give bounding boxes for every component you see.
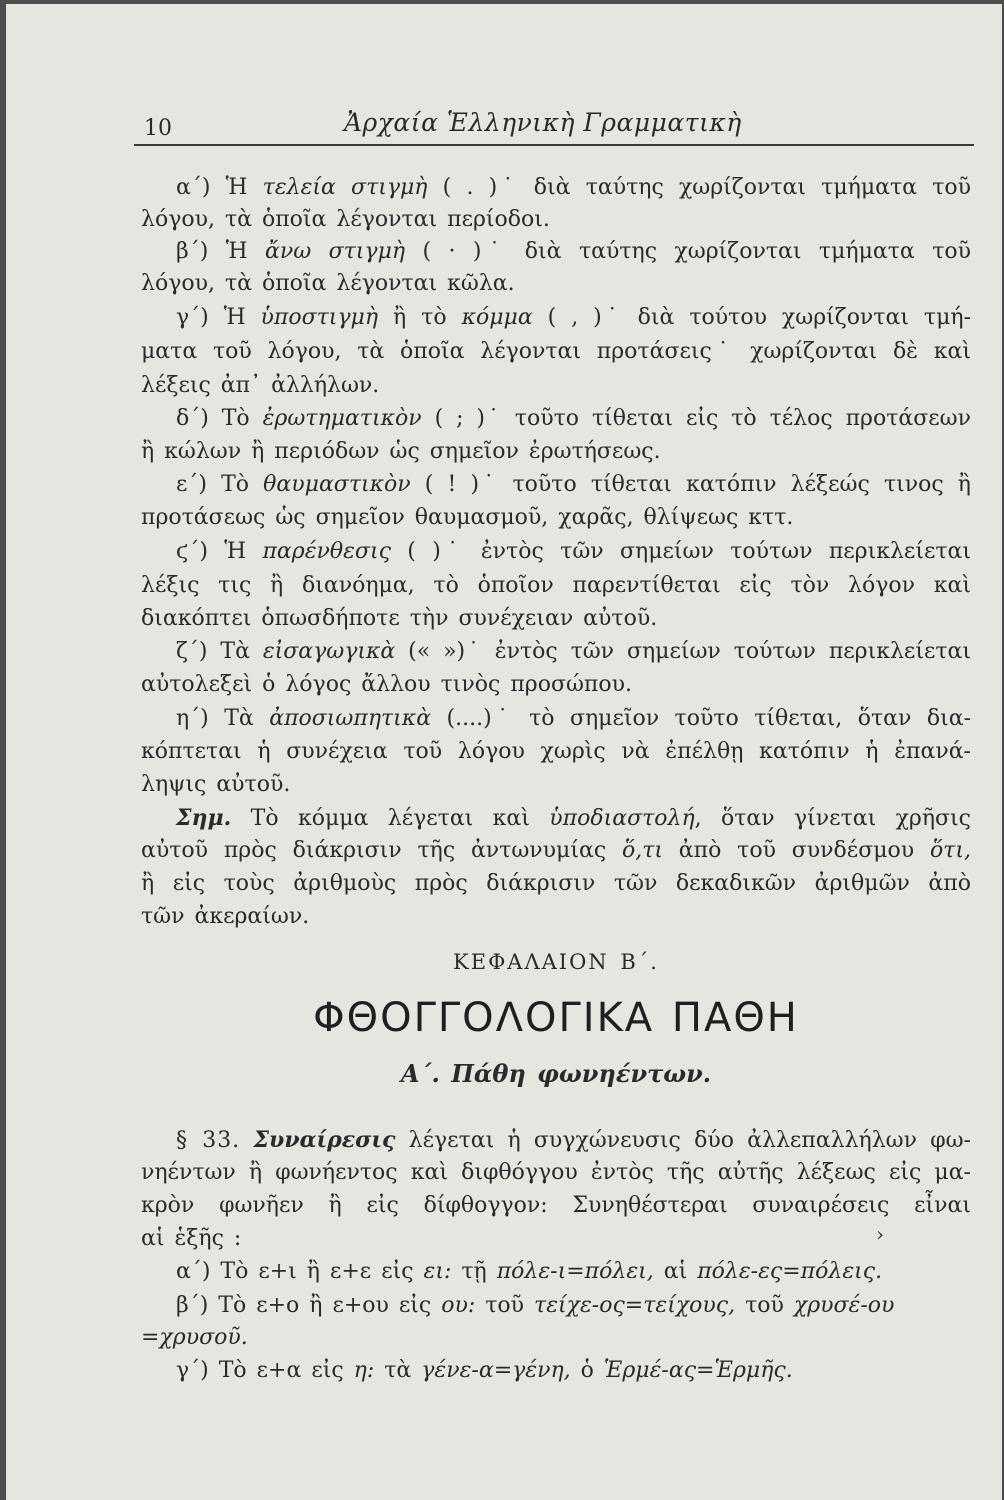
punct-item-h-cont2: ληψις αὐτοῦ.: [141, 772, 291, 797]
term-komma: κόμμα: [461, 305, 533, 330]
punct-item-h-cont: κόπτεται ἡ συνέχεια τοῦ λόγου χωρὶς νὰ ἐπέλθῃ κατόπιν ἡ ἐπανά-: [141, 739, 971, 764]
note-line-4: τῶν ἀκεραίων.: [141, 904, 310, 929]
note-paragraph: Σημ. Τὸ κόμμα λέγεται καὶ ὑποδιαστολή, ὅταν γίνεται χρῆσις: [176, 805, 971, 831]
punct-item-c: γ΄) Ἡ ὑποστιγμὴ ἢ τὸ κόμμα ( , )˙ διὰ τούτου χωρίζονται τμή-: [176, 305, 972, 330]
punct-item-e-cont: προτάσεως ὡς σημεῖον θαυμασμοῦ, χαρᾶς, θλίψεως κττ.: [141, 505, 794, 530]
contraction-a: α΄) Τὸ ε+ι ἢ ε+ε εἰς ει: τῇ πόλε-ι=πόλει, αἱ πόλε-ες=πόλεις.: [176, 1259, 883, 1284]
note-line-2: αὐτοῦ πρὸς διάκρισιν τῆς ἀντωνυμίας ὅ,τι ἀπὸ τοῦ συνδέσμου ὅτι,: [141, 838, 971, 863]
punct-item-c-cont: ματα τοῦ λόγου, τὰ ὁποῖα λέγονται προτάσεις˙ χωρίζονται δὲ καὶ: [141, 339, 971, 364]
note-label: Σημ.: [176, 805, 232, 831]
term-parenthesis: παρένθεσις: [262, 539, 391, 564]
term-ano-stigmi: ἄνω στιγμὴ: [265, 239, 406, 264]
punct-item-b-cont: λόγου, τὰ ὁποῖα λέγονται κῶλα.: [141, 271, 515, 296]
term-erotimatikon: ἐρωτηματικὸν: [262, 406, 422, 431]
section-33-line-2: νηέντων ἢ φωνήεντος καὶ διφθόγγου ἐντὸς τῆς αὐτῆς λέξεως εἰς μα-: [141, 1160, 971, 1185]
section-33-line-3: κρὸν φωνῆεν ἢ εἰς δίφθογγον: Συνηθέστεραι συναιρέσεις εἶναι: [141, 1193, 971, 1218]
punct-item-f: ϛ΄) Ἡ παρένθεσις ( )˙ ἐντὸς τῶν σημείων τούτων περικλείεται: [176, 539, 972, 564]
term-eisagogika: εἰσαγωγικὰ: [262, 639, 396, 664]
chapter-heading: ΚΕΦΑΛΑΙΟΝ Β΄.: [453, 950, 659, 974]
chapter-subheading: Α΄. Πάθη φωνηέντων.: [400, 1059, 712, 1088]
book-page: [6, 4, 1002, 1500]
contraction-b-cont: =χρυσοῦ.: [141, 1325, 248, 1350]
term-hypostigmi: ὑποστιγμὴ: [260, 305, 379, 330]
section-33-line-4: αἱ ἑξῆς :: [141, 1226, 242, 1251]
section-33-paragraph: § 33. Συναίρεσις λέγεται ἡ συγχώνευσις δύο ἀλλεπαλλήλων φω-: [176, 1127, 971, 1153]
punct-item-h: η΄) Τὰ ἀποσιωπητικὰ (....)˙ τὸ σημεῖον τοῦτο τίθεται, ὅταν δια-: [176, 706, 972, 731]
term-thavmastikon: θαυμαστικὸν: [263, 472, 411, 497]
punct-item-g-cont: αὐτολεξεὶ ὁ λόγος ἄλλου τινὸς προσώπου.: [141, 672, 633, 697]
term-teleia: τελεία στιγμὴ: [262, 175, 428, 200]
punct-item-d: δ΄) Τὸ ἐρωτηματικὸν ( ; )˙ τοῦτο τίθεται εἰς τὸ τέλος προτάσεων: [176, 406, 971, 431]
chapter-title: ΦΘΟΓΓΟΛΟΓΙΚΑ ΠΑΘΗ: [313, 995, 799, 1041]
running-title: Ἀρχαία Ἑλληνικὴ Γραμματικὴ: [344, 108, 742, 137]
term-aposiopitika: ἀποσιωπητικὰ: [269, 706, 432, 731]
stray-mark: ›: [876, 1222, 884, 1246]
punct-item-e: ε΄) Τὸ θαυμαστικὸν ( ! )˙ τοῦτο τίθεται κατόπιν λέξεώς τινος ἢ: [176, 472, 971, 497]
note-line-3: ἢ εἰς τοὺς ἀριθμοὺς πρὸς διάκρισιν τῶν δεκαδικῶν ἀριθμῶν ἀπὸ: [141, 871, 971, 896]
contraction-c: γ΄) Τὸ ε+α εἰς η: τὰ γένε-α=γένη, ὁ Ἑρμέ-ας=Ἑρμῆς.: [176, 1358, 793, 1383]
punct-item-a: α΄) Ἡ τελεία στιγμὴ ( . )˙ διὰ ταύτης χωρίζονται τμήματα τοῦ: [176, 175, 971, 200]
punct-item-f-cont: λέξις τις ἢ διανόημα, τὸ ὁποῖον παρεντίθεται εἰς τὸν λόγον καὶ: [141, 573, 971, 598]
page-number: 10: [144, 116, 172, 141]
header-rule: [134, 144, 974, 146]
punct-item-d-cont: ἢ κώλων ἢ περιόδων ὡς σημεῖον ἐρωτήσεως.: [141, 439, 661, 464]
page-header: [134, 104, 980, 144]
punct-item-a-cont: λόγου, τὰ ὁποῖα λέγονται περίοδοι.: [141, 207, 550, 232]
punct-item-f-cont2: διακόπτει ὁπωσδήποτε τὴν συνέχειαν αὐτοῦ.: [141, 606, 658, 631]
contraction-b: β΄) Τὸ ε+ο ἢ ε+ου εἰς ου: τοῦ τείχε-ος=τείχους, τοῦ χρυσέ-ου: [176, 1293, 895, 1318]
punct-item-c-cont2: λέξεις ἀπ᾿ ἀλλήλων.: [141, 373, 380, 398]
punct-item-b: β΄) Ἡ ἄνω στιγμὴ ( · )˙ διὰ ταύτης χωρίζονται τμήματα τοῦ: [176, 239, 971, 264]
punct-item-g: ζ΄) Τὰ εἰσαγωγικὰ (« »)˙ ἐντὸς τῶν σημείων τούτων περικλείεται: [176, 639, 971, 664]
section-number: § 33.: [176, 1128, 241, 1153]
term-synairesis: Συναίρεσις: [253, 1127, 396, 1153]
